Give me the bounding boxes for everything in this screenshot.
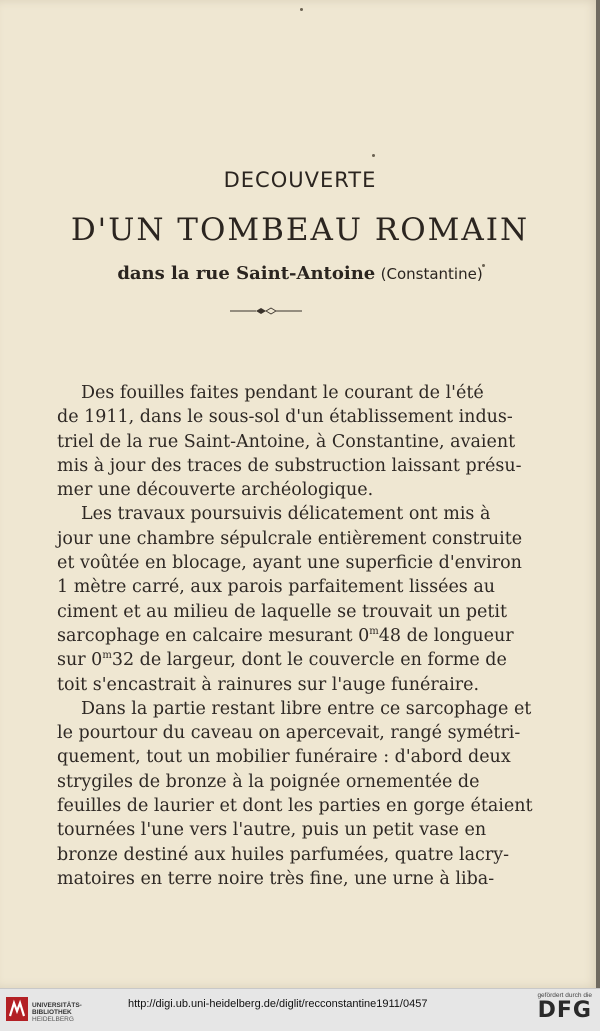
logo-text-line: BIBLIOTHEK <box>32 1009 72 1016</box>
text-line-measure <box>57 624 514 648</box>
permalink-url[interactable]: http://digi.ub.uni-heidelberg.de/diglit/recconstantine1911/0457 <box>128 998 428 1010</box>
measure-text: sur 0 <box>57 650 103 671</box>
text-line: mer une découverte archéologique. <box>57 480 374 501</box>
logo-text-line: HEIDELBERG <box>32 1016 74 1023</box>
logo-text-line: UNIVERSITÄTS- <box>32 1002 82 1009</box>
text-line: Dans la partie restant libre entre ce sarcophage et <box>81 698 532 719</box>
divider-ornament <box>230 306 302 316</box>
location-street: dans la rue Saint-Antoine <box>117 263 376 284</box>
article-body <box>57 381 533 891</box>
text-line: matoires en terre noire très fine, une urne à liba- <box>57 868 495 889</box>
text-line: ciment et au milieu de laquelle se trouvait un petit <box>57 601 508 622</box>
text-line: Des fouilles faites pendant le courant de l'été <box>81 383 484 403</box>
text-line: Les travaux poursuivis délicatement ont mis à <box>81 504 491 525</box>
page-speck <box>300 8 303 11</box>
funding-label: gefördert durch die <box>537 992 592 999</box>
page-subtitle: D'UN TOMBEAU ROMAIN <box>70 212 530 248</box>
measure-text: sarcophage en calcaire mesurant 0 <box>57 625 370 646</box>
location-city: (Constantine) <box>380 265 483 283</box>
text-line: toit s'encastrait à rainures sur l'auge funéraire. <box>57 674 480 695</box>
text-line: quement, tout un mobilier funéraire : d'abord deux <box>57 747 511 768</box>
measure-unit: m <box>369 625 379 637</box>
page-speck <box>372 154 375 157</box>
text-line: strygiles de bronze à la poignée ornementée de <box>57 771 480 792</box>
page-title: DECOUVERTE <box>223 168 377 192</box>
measure-unit: m <box>102 650 112 662</box>
library-emblem-icon <box>6 997 28 1021</box>
text-line: de 1911, dans le sous-sol d'un établissement indus- <box>57 407 513 428</box>
viewer-footer <box>0 988 600 1031</box>
dfg-logo-text: DFG <box>537 998 592 1023</box>
text-line: tournées l'une vers l'autre, puis un petit vase en <box>57 820 487 841</box>
text-line: le pourtour du caveau on apercevait, rangé symétri- <box>57 723 521 744</box>
text-line: triel de la rue Saint-Antoine, à Constantine, avaient <box>57 431 516 452</box>
text-line: feuilles de laurier et dont les parties en gorge étaient <box>57 796 533 817</box>
text-line: mis à jour des traces de substruction laissant présu- <box>57 455 522 476</box>
measure-text: 32 de largeur, dont le couvercle en forme de <box>111 650 507 671</box>
text-line-measure <box>57 648 507 672</box>
text-line: jour une chambre sépulcrale entièrement construite <box>57 528 523 549</box>
measure-text: 48 de longueur <box>378 625 514 646</box>
text-line: et voûtée en blocage, ayant une superficie d'environ <box>57 553 522 574</box>
text-line: bronze destiné aux huiles parfumées, quatre lacry- <box>57 844 510 865</box>
text-line: 1 mètre carré, aux parois parfaitement lissées au <box>57 577 496 598</box>
dfg-funding-logo[interactable] <box>522 992 592 1028</box>
university-library-logo[interactable] <box>6 995 86 1025</box>
page-edge <box>596 0 600 988</box>
location-line <box>0 263 600 284</box>
